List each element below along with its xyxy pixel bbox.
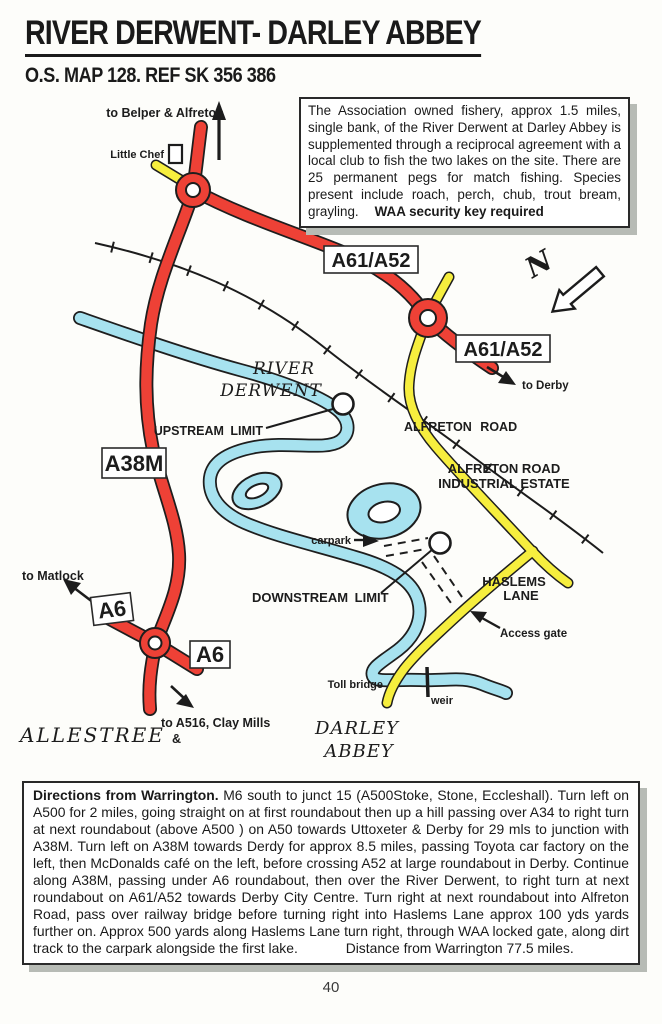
label-downstream-limit: DOWNSTREAM LIMIT [252, 590, 389, 605]
label-industrial-1: ALFRETON ROAD [447, 461, 561, 476]
page-title: RIVER DERWENT- DARLEY ABBEY [25, 14, 481, 57]
directions-box [22, 781, 640, 965]
road-label-a61-2 [456, 335, 550, 362]
weir-mark [427, 667, 428, 697]
arrow-access-gate-shaft [482, 618, 500, 628]
railway-tick [356, 370, 363, 379]
roundabout-a6 [140, 628, 170, 658]
label-access-gate: Access gate [500, 628, 568, 640]
label-carpark: carpark [311, 535, 351, 547]
arrow-to-derby [487, 367, 516, 385]
roundabout-a61 [409, 299, 447, 337]
roundabout-a61-hole [420, 310, 436, 326]
arrow-access-gate-head [470, 611, 487, 623]
arrow-to-a516-head [176, 694, 194, 708]
road-label-a6-east-text: A6 [195, 642, 225, 667]
label-ampersand: & [172, 732, 182, 746]
lake-small [227, 466, 288, 517]
label-river-2: DERWENT [220, 381, 322, 401]
directions-body: M6 south to junct 15 (A500Stoke, Stone, Eccleshall). Turn left on A500 for 2 miles, going straight on at first roundabout then up a hill passing over A34 to right turn at next roundabout (above A500 ) on A50 towards Uttoxeter & Derby for 29 mls to junction with A38M. Turn left on A38M towards Derdy for approx 8.5 miles, passing Toyota car factory on the left, then McDonalds café on the left, before crossing A52 at large roundabout in Derby. Continue along A38M, passing under A6 roundabout, then over the River Derwent, to right turn at next roundabout on A61/A52 towards Derby City Centre. Turn right at next roundabout into Alfreton Road, pass over railway bridge before turning right into Haslems Lane approx 100 yds yards further on. Approx 500 yards along Haslems Lane turn right, through WAA locked gate, along dirt track to the carpark alongside the first lake. [33, 787, 629, 956]
road-label-a38m-text: A38M [104, 451, 164, 476]
label-darley-2: ABBEY [324, 741, 394, 762]
label-alfreton-road: ALFRETON ROAD [404, 420, 518, 434]
railway-tick [292, 321, 298, 330]
railway-tick [388, 393, 394, 402]
arrow-to-derby-head [498, 371, 516, 385]
map-reference: O.S. MAP 128. REF SK 356 386 [25, 64, 276, 87]
roundabout-a6-hole [149, 637, 162, 650]
arrow-access-gate [470, 611, 500, 628]
label-to-matlock: to Matlock [22, 569, 84, 583]
dirt-track-1 [384, 538, 428, 546]
railway-tick [453, 440, 460, 449]
railway-tick [111, 242, 114, 253]
fishery-info-text: The Association owned fishery, approx 1.5 miles, single bank, of the River Derwent at Darley Abbey is supplemented through a reciprocal agreement with a local club to fish the two lakes on the site. There are 25 permanent pegs for match fishing. Species present include roach, perch, chub, trout bream, grayling. [308, 103, 621, 219]
road-label-a61-1 [324, 246, 418, 273]
label-upstream-limit: UPSTREAM LIMIT [153, 424, 263, 438]
upstream-leader-line [266, 409, 333, 428]
road-label-a6-east [190, 641, 230, 668]
upstream-limit-marker [333, 394, 354, 415]
directions-heading: Directions from Warrington. [33, 787, 219, 803]
label-haslems-2: LANE [503, 588, 539, 603]
dirt-track-4 [422, 562, 451, 603]
road-label-a61-2-text: A61/A52 [463, 339, 543, 361]
road-label-a6-west [90, 593, 133, 626]
dirt-track-2 [386, 549, 426, 556]
road-label-a61-1-text: A61/A52 [331, 250, 411, 272]
label-industrial-2: INDUSTRIAL ESTATE [438, 476, 570, 491]
label-to-a516: to A516, Clay Mills [161, 716, 271, 730]
label-to-belper: to Belper & Alfreton [106, 106, 224, 120]
railway-tick [550, 511, 556, 520]
dirt-track-3 [434, 556, 462, 597]
label-little-chef: Little Chef [110, 149, 164, 161]
header [25, 14, 568, 88]
label-haslems-1: HASLEMS [482, 574, 546, 589]
railway-ticks [111, 242, 588, 544]
downstream-limit-marker [430, 533, 451, 554]
roundabout-belper-hole [186, 183, 200, 197]
page-number: 40 [322, 979, 340, 996]
label-river-1: RIVER [252, 359, 316, 379]
road-label-a38m [102, 448, 166, 478]
roundabout-belper [176, 173, 210, 207]
road-label-a6-west-text: A6 [96, 595, 128, 624]
lake-large [342, 476, 427, 546]
label-allestree: ALLESTREE [20, 723, 165, 747]
label-toll-bridge: Toll bridge [327, 679, 383, 691]
arrow-to-a516-shaft [171, 686, 185, 699]
label-darley-1: DARLEY [315, 718, 399, 739]
fishery-info-box [299, 97, 630, 228]
a38m-road [146, 196, 192, 643]
north-indicator [519, 243, 608, 321]
north-label: N [519, 243, 559, 285]
label-weir: weir [431, 695, 454, 707]
arrow-to-a516 [171, 686, 194, 708]
security-key-note: WAA security key required [374, 203, 544, 219]
little-chef-symbol [169, 145, 182, 163]
directions-distance: Distance from Warrington 77.5 miles. [345, 940, 574, 956]
label-to-derby: to Derby [522, 380, 569, 392]
